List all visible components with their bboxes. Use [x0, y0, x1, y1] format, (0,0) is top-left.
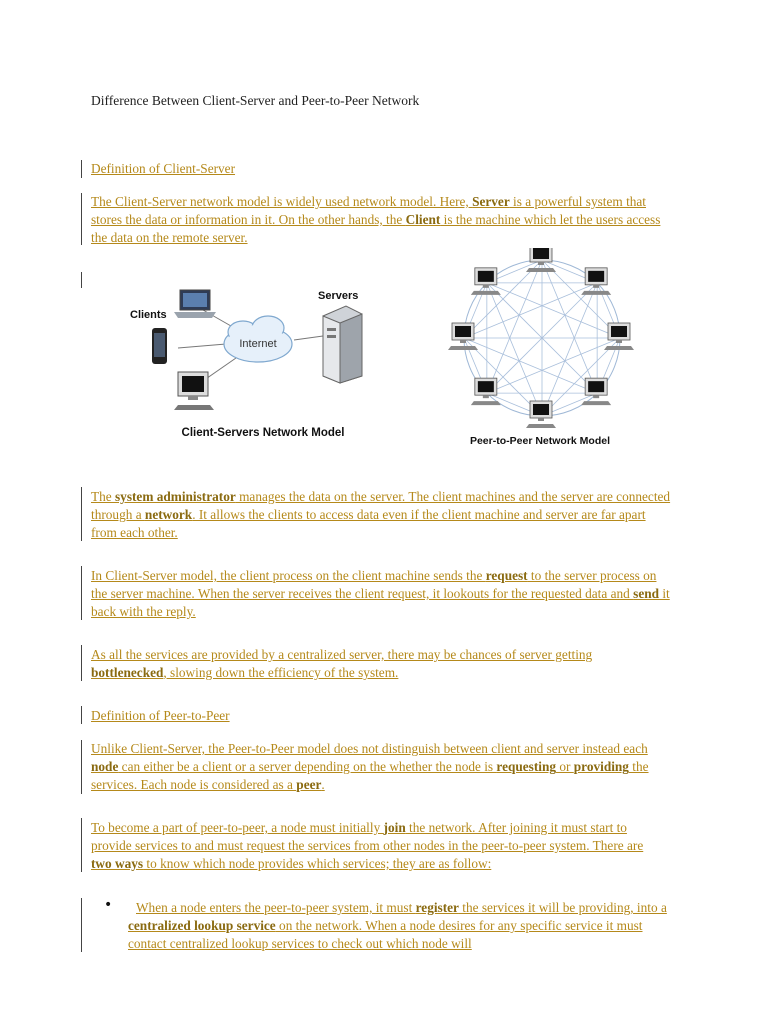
client-server-caption: Client-Servers Network Model — [181, 427, 345, 439]
desktop-icon — [174, 372, 214, 410]
peer-computer-icon — [526, 248, 556, 272]
internet-label: Internet — [239, 338, 277, 350]
paragraph-peer-to-peer-definition: Unlike Client-Server, the Peer-to-Peer model does not distinguish between client and server instead each node can either be a client or a server depending on the whether the node is requesting or providing the services. Each node is considered as a peer. — [91, 741, 649, 792]
servers-label: Servers — [318, 290, 359, 302]
bullet-point-icon: • — [104, 897, 113, 913]
peer-computer-icon — [471, 268, 501, 295]
paragraph-marker — [81, 898, 82, 952]
paragraph-marker — [81, 193, 82, 245]
peer-link — [542, 283, 597, 416]
figure-marker — [81, 272, 82, 288]
paragraph-bottleneck: As all the services are provided by a centralized server, there may be chances of server getting bottlenecked, slowing down the efficiency of the system. — [91, 647, 593, 680]
phone-icon — [152, 328, 167, 364]
paragraph-marker — [81, 740, 82, 794]
clients-label: Clients — [130, 309, 167, 321]
peer-computer-icon — [526, 401, 556, 428]
bullet-item-register-service: When a node enters the peer-to-peer system, it must register the services it will be providing, into a centralized lookup service on the network. When a node desires for any specific service it must contact centralized lookup services to check out which node will — [128, 900, 667, 951]
paragraph-marker — [81, 645, 82, 681]
client-server-diagram — [130, 290, 362, 439]
page-title: Difference Between Client-Server and Peer-to-Peer Network — [91, 93, 420, 108]
paragraph-system-administrator: The system administrator manages the data on the server. The client machines and the server are connected through a network. It allows the clients to access data even if the client machine and server are far apart from each other. — [91, 489, 671, 540]
paragraph-join-network: To become a part of peer-to-peer, a node must initially join the network. After joining it must start to provide services to and must request the services from other nodes in the peer-to-peer system. There are two ways to know which node provides which services; they are as follow: — [91, 820, 644, 871]
peer-computer-icon — [581, 378, 611, 405]
paragraph-marker — [81, 566, 82, 620]
paragraph-marker — [81, 818, 82, 872]
peer-to-peer-diagram — [448, 248, 634, 428]
network-models-figure — [118, 248, 678, 458]
section-heading-client-server: Definition of Client-Server — [91, 161, 236, 176]
peer-computer-icon — [448, 323, 478, 350]
peer-computer-icon — [604, 323, 634, 350]
heading-marker — [81, 160, 82, 178]
peer-computer-icon — [581, 268, 611, 295]
peer-to-peer-caption: Peer-to-Peer Network Model — [469, 435, 611, 447]
paragraph-marker — [81, 487, 82, 541]
laptop-icon — [174, 290, 216, 318]
peer-link — [487, 283, 542, 416]
section-heading-peer-to-peer: Definition of Peer-to-Peer — [91, 708, 230, 723]
server-icon — [323, 306, 362, 383]
paragraph-client-server-definition: The Client-Server network model is widely used network model. Here, Server is a powerful system that stores the data or information in it. On the other hands, the Client is the machine which let the users access the data on the remote server. — [91, 194, 661, 245]
paragraph-client-request: In Client-Server model, the client process on the client machine sends the request to the server process on the server machine. When the server receives the client request, it lookouts for the requested data and send it back with the reply. — [91, 568, 670, 619]
heading-marker — [81, 706, 82, 724]
